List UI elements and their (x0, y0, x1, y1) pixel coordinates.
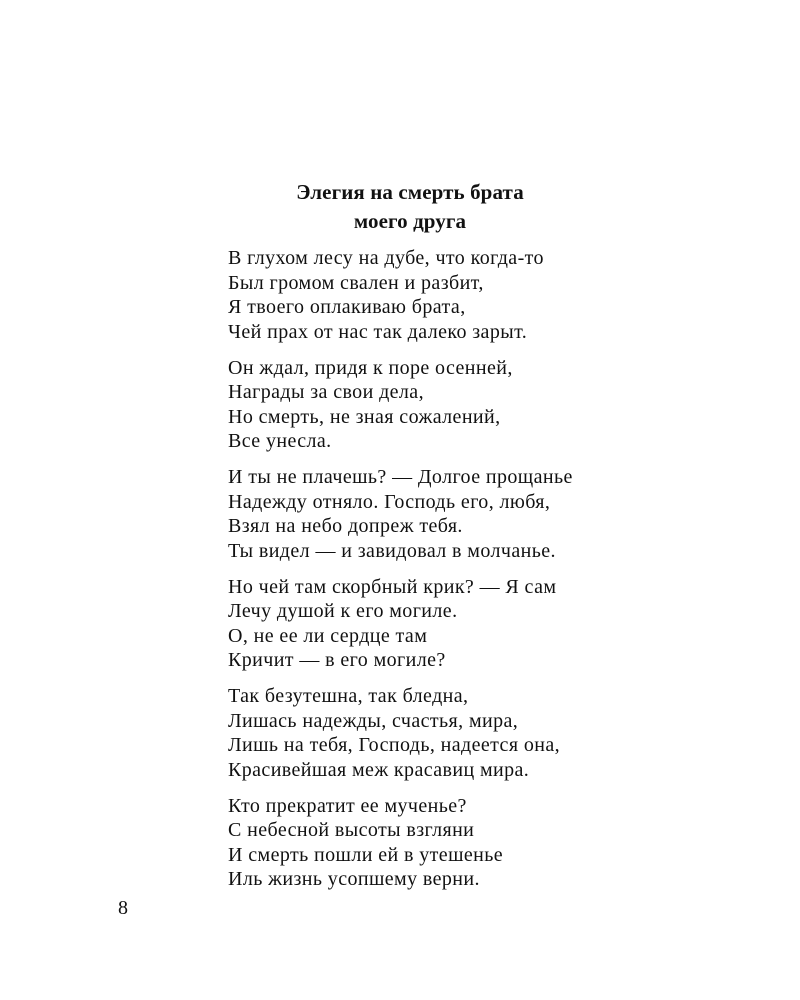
verse-line: Он ждал, придя к поре осенней, (228, 356, 513, 379)
stanza-5 (228, 684, 708, 782)
verse-line: Надежду отняло. Господь его, любя, (228, 490, 551, 513)
verse-line: Но чей там скорбный крик? — Я сам (228, 575, 557, 598)
verse-line: И смерть пошли ей в утешенье (228, 843, 504, 866)
stanza-4 (228, 575, 708, 673)
verse-line: Лишась надежды, счастья, мира, (228, 709, 519, 732)
verse-line: Лишь на тебя, Господь, надеется она, (228, 734, 561, 756)
stanza-3 (228, 465, 708, 563)
verse-line: В глухом лесу на дубе, что когда-то (228, 247, 544, 269)
poem-title-line-2: моего друга (353, 209, 467, 233)
verse-line: Но смерть, не зная сожалений, (228, 405, 501, 428)
verse-line: Кричит — в его могиле? (228, 649, 446, 671)
verse-line: Кто прекратит ее мученье? (228, 794, 467, 817)
verse-line: Был громом свален и разбит, (228, 271, 484, 294)
verse-line: Так безутешна, так бледна, (228, 685, 469, 707)
stanza-6 (228, 794, 708, 892)
verse-line: Взял на небо допреж тебя. (228, 515, 463, 537)
verse-line: Ты видел — и завидовал в молчанье. (228, 539, 556, 562)
verse-line: Я твоего оплакиваю брата, (228, 296, 466, 318)
verse-line: Иль жизнь усопшему верни. (228, 868, 480, 890)
poem-body (228, 246, 708, 903)
page-number: 8 (118, 897, 128, 919)
poem-title (0, 178, 800, 236)
verse-line: О, не ее ли сердце там (228, 624, 428, 647)
verse-line: Красивейшая меж красавиц мира. (228, 758, 530, 781)
stanza-1 (228, 246, 708, 344)
verse-line: Награды за свои дела, (228, 381, 424, 403)
verse-line: Лечу душой к его могиле. (228, 600, 458, 622)
verse-line: И ты не плачешь? — Долгое прощанье (228, 466, 573, 488)
verse-line: С небесной высоты взгляни (228, 819, 475, 841)
verse-line: Все унесла. (228, 430, 332, 452)
stanza-2 (228, 356, 708, 454)
poem-title-line-1: Элегия на смерть брата (296, 180, 524, 204)
verse-line: Чей прах от нас так далеко зарыт. (228, 320, 528, 343)
